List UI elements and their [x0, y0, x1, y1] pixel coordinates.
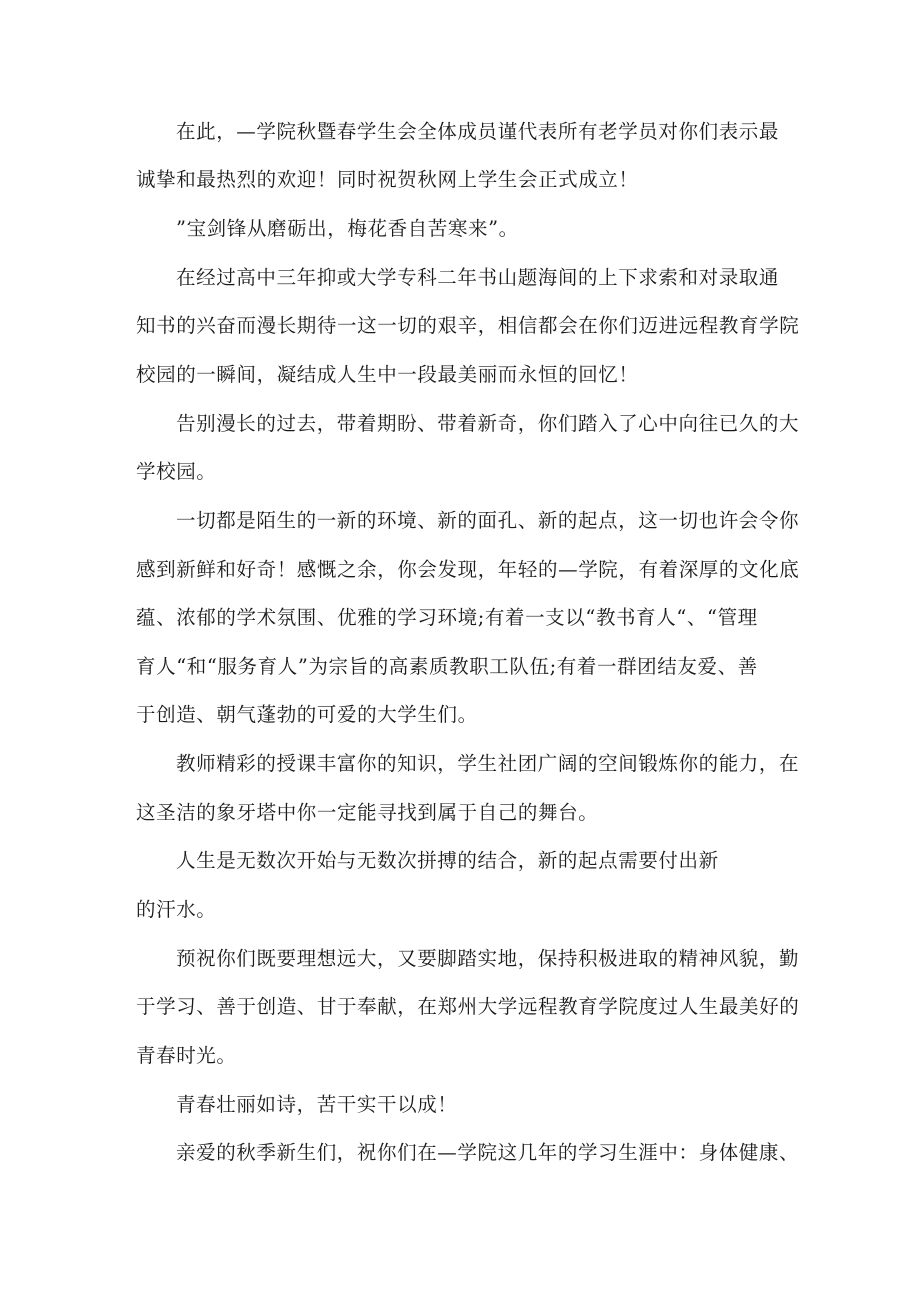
- text-line: 的汗水。: [136, 898, 217, 921]
- text-line: 于创造、朝气蓬勃的可爱的大学生们。: [136, 703, 478, 726]
- text-line: 这圣洁的象牙塔中你一定能寻找到属于自己的舞台。: [136, 801, 599, 824]
- text-line: 青春时光。: [136, 1044, 237, 1067]
- text-line: 教师精彩的授课丰富你的知识，学生社团广阔的空间锻炼你的能力，在: [176, 752, 800, 775]
- text-line: ”宝剑锋从磨砺出，梅花香自苦寒来”。: [176, 217, 519, 240]
- text-line: 校园的一瞬间，凝结成人生中一段最美丽而永恒的回忆！: [136, 363, 639, 386]
- text-line: 育人“和“服务育人”为宗旨的高素质教职工队伍;有着一群团结友爱、善: [136, 655, 758, 678]
- text-line: 预祝你们既要理想远大，又要脚踏实地，保持积极进取的精神风貌，勤: [176, 947, 800, 970]
- text-line: 蕴、浓郁的学术氛围、优雅的学习环境;有着一支以“教书育人“、“管理: [136, 606, 758, 629]
- text-line: 青春壮丽如诗，苦干实干以成！: [176, 1093, 458, 1116]
- text-line: 亲爱的秋季新生们，祝你们在—学院这几年的学习生涯中：身体健康、: [176, 1141, 800, 1164]
- text-line: 在经过高中三年抑或大学专科二年书山题海间的上下求索和对录取通: [176, 266, 780, 289]
- text-line: 知书的兴奋而漫长期待一这一切的艰辛，相信都会在你们迈进远程教育学院: [136, 314, 800, 337]
- text-line: 人生是无数次开始与无数次拼搏的结合，新的起点需要付出新: [176, 849, 719, 872]
- text-line: 一切都是陌生的一新的环境、新的面孔、新的起点，这一切也许会令你: [176, 509, 800, 532]
- text-line: 告别漫长的过去，带着期盼、带着新奇，你们踏入了心中向往已久的大: [176, 412, 800, 435]
- text-line: 诚挚和最热烈的欢迎！同时祝贺秋网上学生会正式成立！: [136, 168, 639, 191]
- text-line: 学校园。: [136, 460, 217, 483]
- text-line: 于学习、善于创造、甘于奉献，在郑州大学远程教育学院度过人生最美好的: [136, 995, 800, 1018]
- text-line: 在此，—学院秋暨春学生会全体成员谨代表所有老学员对你们表示最: [176, 120, 780, 143]
- text-line: 感到新鲜和好奇！感慨之余，你会发现，年轻的—学院，有着深厚的文化底: [136, 558, 800, 581]
